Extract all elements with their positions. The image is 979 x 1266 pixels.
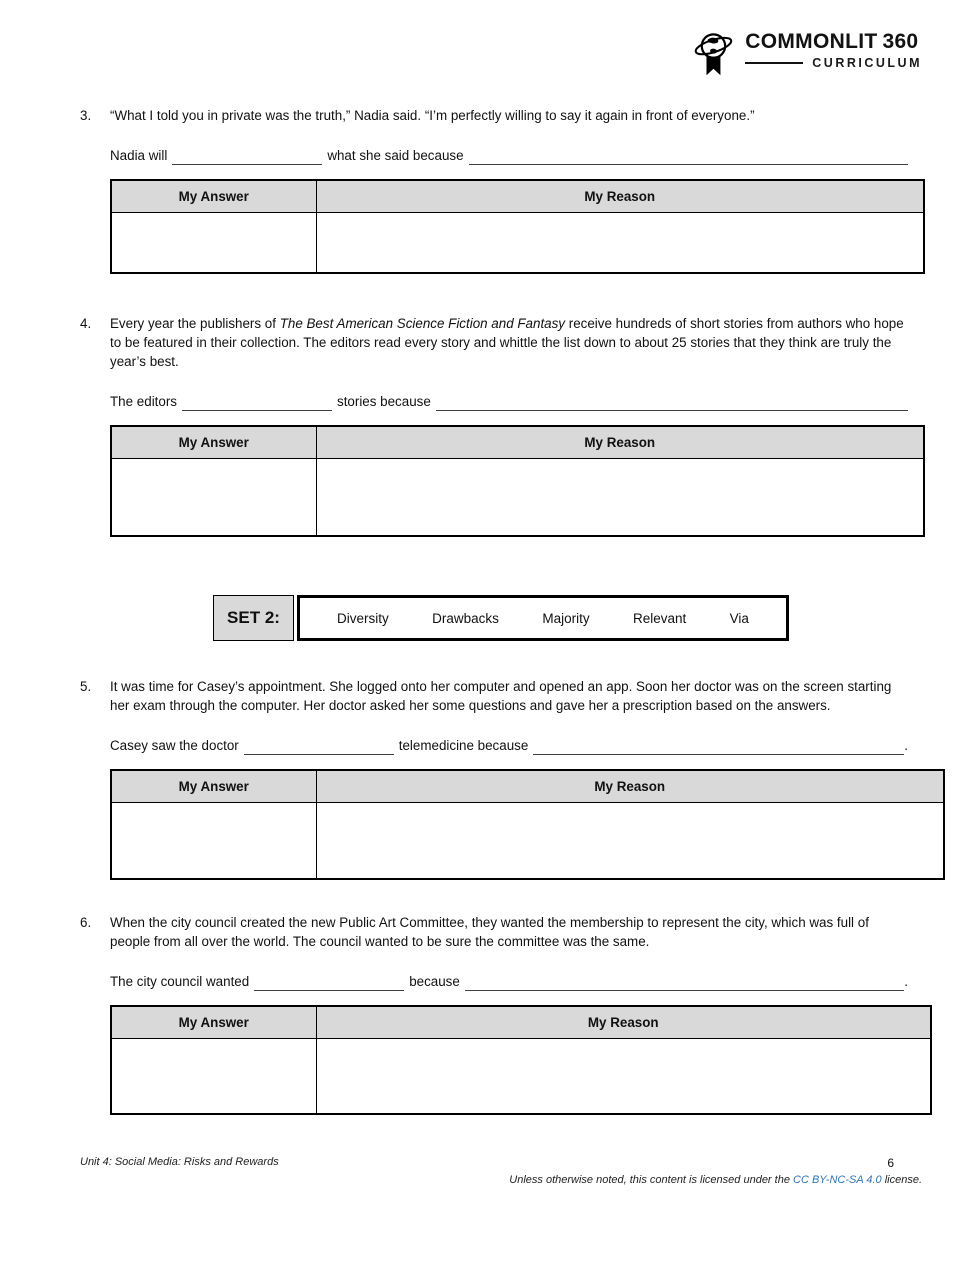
page-footer (0, 1156, 979, 1186)
fill-in-blank[interactable] (436, 409, 908, 411)
my-reason-header: My Reason (316, 180, 924, 212)
frame-end: . (904, 974, 908, 990)
vocab-word: Diversity (337, 610, 389, 626)
vocab-word: Relevant (632, 610, 687, 626)
curriculum-label: CURRICULUM (812, 56, 922, 71)
frame-text: Nadia will (110, 148, 168, 164)
fill-in-blank[interactable] (182, 409, 332, 411)
question-number: 5. (80, 679, 92, 695)
logo-text (745, 26, 922, 70)
vocab-set-2 (213, 595, 979, 641)
brand-360: 360 (882, 30, 919, 53)
globe-ribbon-icon (687, 26, 739, 80)
my-answer-header: My Answer (111, 180, 316, 212)
my-reason-header: My Reason (316, 770, 944, 802)
set-2-label (213, 595, 294, 641)
license-line (80, 1174, 922, 1186)
brand-name (745, 30, 922, 53)
question-6 (80, 913, 979, 1115)
fill-in-blank[interactable] (465, 989, 904, 991)
prompt-text: Every year the publishers of (110, 316, 280, 332)
answer-reason-table (110, 769, 945, 880)
question-prompt (110, 314, 910, 371)
my-answer-header: My Answer (111, 770, 316, 802)
prompt-text: When the city council created the new Public Art Committee, they wanted the membership to represent the city, which was full of people from all over the world. The council wanted to be sure the committee was the same. (110, 915, 869, 950)
my-answer-cell[interactable] (111, 1038, 316, 1114)
fill-in-blank[interactable] (533, 753, 904, 755)
curriculum-line (745, 56, 922, 70)
my-answer-cell[interactable] (111, 212, 316, 273)
license-text: license. (881, 1174, 922, 1186)
question-3 (80, 106, 979, 274)
set-2-label-text: SET 2: (227, 608, 280, 628)
frame-text: The city council wanted (110, 974, 250, 990)
my-reason-cell[interactable] (316, 1038, 931, 1114)
frame-text: because (409, 974, 460, 990)
fill-in-blank[interactable] (172, 163, 322, 165)
license-link[interactable]: CC BY-NC-SA 4.0 (793, 1174, 882, 1186)
question-4 (80, 314, 979, 537)
answer-reason-table (110, 425, 925, 537)
fill-in-blank[interactable] (254, 989, 404, 991)
vocab-word: Via (729, 610, 749, 626)
fill-in-blank[interactable] (244, 753, 394, 755)
my-answer-cell[interactable] (111, 802, 316, 879)
page-header (0, 0, 979, 80)
sentence-frame (110, 736, 908, 755)
my-answer-cell[interactable] (111, 458, 316, 536)
frame-text: Casey saw the doctor (110, 738, 239, 754)
question-number: 3. (80, 108, 92, 123)
license-text: Unless otherwise noted, this content is licensed under the (509, 1174, 793, 1186)
my-reason-cell[interactable] (316, 458, 924, 536)
prompt-italic-text: The Best American Science Fiction and Fantasy (279, 316, 566, 332)
my-reason-header: My Reason (316, 1006, 931, 1038)
frame-text: The editors (110, 394, 177, 410)
frame-end: . (904, 738, 908, 754)
sentence-frame (110, 972, 908, 991)
brand-lit: LIT (845, 30, 878, 53)
frame-text: telemedicine because (398, 738, 529, 754)
brand-common: COMMON (745, 30, 846, 53)
sentence-frame (110, 146, 908, 165)
prompt-text: “What I told you in private was the truth,” Nadia said. “I’m perfectly willing to say it again in front of everyone.” (110, 108, 755, 123)
question-prompt (110, 913, 910, 951)
fill-in-blank[interactable] (469, 163, 908, 165)
question-number: 4. (80, 316, 92, 332)
my-reason-header: My Reason (316, 426, 924, 458)
worksheet-body (0, 106, 979, 1115)
frame-text: what she said because (327, 148, 464, 164)
prompt-text: receive hundreds of short stories from authors who hope to be featured in their collection. The editors read every story and whittle the list down to about 25 stories that they think are truly the year’s best. (110, 316, 904, 370)
my-reason-cell[interactable] (316, 802, 944, 879)
sentence-frame (110, 392, 908, 411)
vocabulary-word-bank (297, 595, 789, 641)
my-answer-header: My Answer (111, 426, 316, 458)
frame-text: stories because (337, 394, 431, 410)
answer-reason-table (110, 1005, 932, 1115)
logo-rule-line (745, 62, 803, 64)
question-prompt (110, 106, 910, 125)
my-reason-cell[interactable] (316, 212, 924, 273)
page-number: 6 (887, 1156, 894, 1170)
vocab-word: Majority (542, 610, 590, 626)
prompt-text: It was time for Casey’s appointment. She logged onto her computer and opened an app. Soon her doctor was on the screen starting her exam through the computer. Her doctor asked her some questions and gave her a prescription based on the answers. (110, 679, 892, 714)
commonlit-360-logo (687, 26, 922, 80)
vocab-word: Drawbacks (432, 610, 499, 626)
unit-title: Unit 4: Social Media: Risks and Rewards (80, 1156, 279, 1168)
my-answer-header: My Answer (111, 1006, 316, 1038)
answer-reason-table (110, 179, 925, 274)
question-5 (80, 677, 979, 880)
question-number: 6. (80, 915, 92, 931)
question-prompt (110, 677, 910, 715)
